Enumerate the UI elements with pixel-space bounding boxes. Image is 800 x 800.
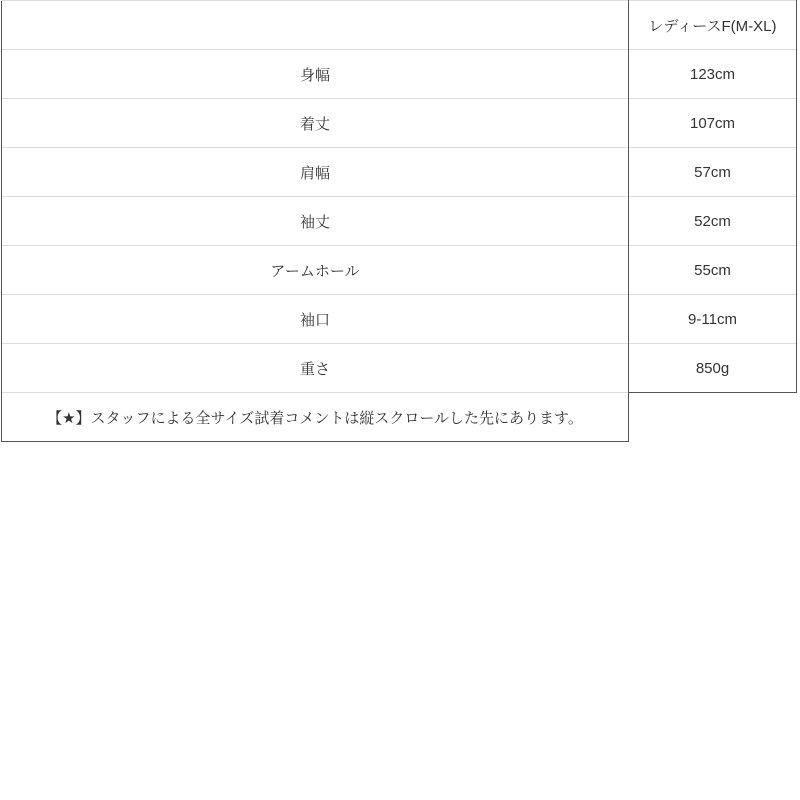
table-row: [2, 246, 797, 295]
measurement-value-cell: 850g: [629, 344, 797, 393]
measurement-value-cell: 107cm: [629, 99, 797, 148]
table-row: [2, 50, 797, 99]
size-chart-header-row: [2, 1, 797, 50]
size-chart-note-row: [2, 393, 797, 442]
measurement-label-cell: アームホール: [2, 246, 629, 295]
fitting-note: 【★】スタッフによる全サイズ試着コメントは縦スクロールした先にあります。: [2, 393, 629, 442]
size-column-header: レディースF(M-XL): [629, 1, 797, 50]
measurement-label-cell: 袖丈: [2, 197, 629, 246]
measurement-value-cell: 57cm: [629, 148, 797, 197]
table-row: [2, 344, 797, 393]
measurement-label-cell: 着丈: [2, 99, 629, 148]
table-row: [2, 99, 797, 148]
measurement-label-cell: 重さ: [2, 344, 629, 393]
measurement-value-cell: 52cm: [629, 197, 797, 246]
table-row: [2, 197, 797, 246]
note-row-spacer: [629, 393, 797, 442]
measurement-value-cell: 9-11cm: [629, 295, 797, 344]
size-chart-table: [1, 0, 797, 442]
table-row: [2, 148, 797, 197]
size-chart-corner-cell: [2, 1, 629, 50]
measurement-label-cell: 肩幅: [2, 148, 629, 197]
measurement-value-cell: 55cm: [629, 246, 797, 295]
measurement-value-cell: 123cm: [629, 50, 797, 99]
table-row: [2, 295, 797, 344]
measurement-label-cell: 袖口: [2, 295, 629, 344]
measurement-label-cell: 身幅: [2, 50, 629, 99]
